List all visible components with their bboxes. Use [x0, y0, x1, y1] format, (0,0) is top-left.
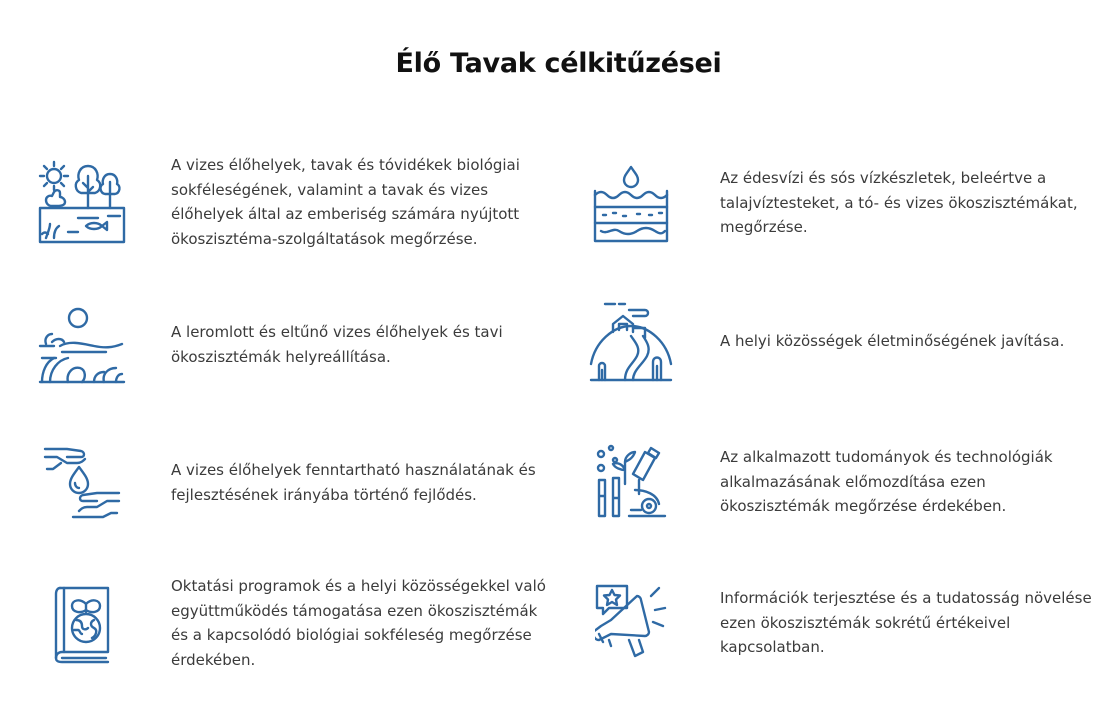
goal-text-8: Információk terjesztése és a tudatosság növelése ezen ökoszisztémák sokrétű értékeivel kapcsolatban.	[720, 589, 1092, 656]
goal-text-6: Az alkalmazott tudományok és technológiák alkalmazásának előmozdítása ezen ökoszisztémák megőrzése érdekében.	[720, 448, 1053, 515]
eco-book-icon	[52, 586, 110, 664]
page-title: Élő Tavak célkitűzései	[395, 48, 722, 79]
goal-text-2: Az édesvízi és sós vízkészletek, beleértve a talajvíztesteket, a tó- és vizes ökoszisztémákat, megőrzése.	[720, 169, 1078, 236]
goal-text-4: A helyi közösségek életminőségének javítása.	[720, 332, 1065, 350]
megaphone-icon	[595, 582, 667, 660]
hands-water-drop-icon	[43, 443, 121, 519]
water-layers-icon	[593, 165, 669, 243]
goal-text-7: Oktatási programok és a helyi közösségekkel való együttműködés támogatása ezen ökoszisztémák és a kapcsolódó biológiai sokféleség megőrzése érdekében.	[171, 577, 546, 669]
goal-text-5: A vizes élőhelyek fenntartható használatának és fejlesztésének irányába történő fejlődés.	[171, 461, 536, 504]
microscope-lab-icon	[595, 444, 669, 520]
goal-text-3: A leromlott és eltűnő vizes élőhelyek és tavi ökoszisztémák helyreállítása.	[171, 323, 503, 366]
wetland-restoration-icon	[38, 306, 126, 386]
wetland-ecosystem-icon	[38, 158, 126, 246]
goal-text-1: A vizes élőhelyek, tavak és tóvidékek biológiai sokféleségének, valamint a tavak és vizes élőhelyek által az emberiség számára nyújtott ökoszisztéma-szolgáltatások megőrzése.	[171, 156, 520, 248]
village-hill-icon	[589, 300, 673, 382]
